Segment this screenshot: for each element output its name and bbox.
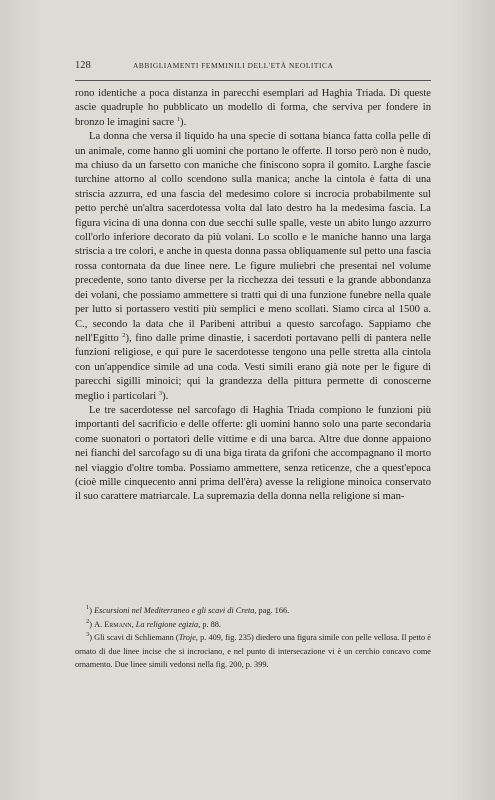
footnote-ref-1: 1 [176, 115, 181, 123]
main-text [75, 87, 431, 505]
footnote-2: $^2$) A. Ermann, La religione egizia, p. 88. [86, 617, 222, 629]
footnotes [75, 604, 431, 672]
footnote-3: $^3$) Gli scavi di Schliemann (Troje, p. 409, fig. 235) diedero una figura simile con pelle vellosa. Il petto è ornato di due linee incise che si incrociano, e nel punto di intersecazione vi è un cerchio concavo come ornamento. Due linee simili vedonsi nella fig. 200, p. 399. [75, 631, 431, 670]
paragraph-1: rono identiche a poca distanza in parecchi esemplari ad Haghia Triada. Di queste ascie quadruple ho pubblicato un modello di forma, che serviva per fondere in bronzo le imagini sacre $^1$). [75, 88, 431, 128]
paragraph-2: La donna che versa il liquido ha una specie di sottana bianca fatta colla pelle di un animale, come hanno gli uomini che portano le offerte. Il torso però non è nudo, ma chiuso da un farsetto con maniche che finiscono sopra il gomito. Larghe fascie turchine attorno al collo scendono sulla manica; anche la cintola è fatta di una striscia azzurra, ed una fascia del medesimo colore si incrocia probabilmente sul petto perchè un'altra sacerdotessa volta dal lato destro ha la medesima fascia. La figura vicina di una donna con due secchi sulle spalle, veste un abito lungo azzurro coll'orlo inferiore decorato da più volani. Lo scollo e le maniche hanno una larga striscia a tre colori, e anche in questa donna passa obliquamente sul petto una fascia rossa contornata da due linee nere. Le figure muliebri che presentai nel volume precedente, sono tanto diverse per la ricchezza dei tessuti e la grande abbondanza dei volani, che possiamo ammettere si tratti qui di una funzione funebre nella quale per lutto si portassero vestiti più semplici e meno scollati. Siamo circa al 1500 a. C., secondo la data che il Paribeni attribuì a questo sarcofago. Sappiamo che nell'Egitto $^2$), fino dalle prime dinastie, i sacerdoti portavano pelli di pantera nelle funzioni religiose, e qui pure le sacerdotesse tengono una pelle stretta alla cintola con un'appendice simile ad una coda. Vesti simili erano già note per le figure di parecchi sigilli minoici; qui la grandezza della pittura permette di conoscerne meglio i particolari $^3$). [75, 131, 432, 402]
page-number: 128 [75, 60, 91, 71]
footnote-ref-3: 3 [158, 389, 163, 397]
footnote-ref-2: 2 [122, 331, 126, 339]
header-rule [75, 80, 431, 81]
running-header [75, 60, 435, 74]
running-title: ABBIGLIAMENTI FEMMINILI DELL'ETÀ NEOLITICA [133, 61, 334, 70]
footnote-1: $^1$) Escursioni nel Mediterraneo e gli scavi di Creta, pag. 166. [86, 604, 290, 615]
paragraph-3: Le tre sacerdotesse nel sarcofago di Haghia Triada compiono le funzioni più importanti del sacrificio e delle offerte: gli uomini hanno solo una parte secondaria come suonatori o portatori delle vittime e di una barca. Altre due donne appaiono nei fianchi del sarcofago su di una biga tirata da grifoni che accompagnano il morto nel viaggio d'oltre tomba. Possiamo ammettere, senza reticenze, che a quest'epoca (cioè mille cinquecento anni prima dell'èra) avesse la religione minoica conservato il suo carattere matriarcale. La supremazia della donna nella religione si man- [75, 404, 431, 503]
